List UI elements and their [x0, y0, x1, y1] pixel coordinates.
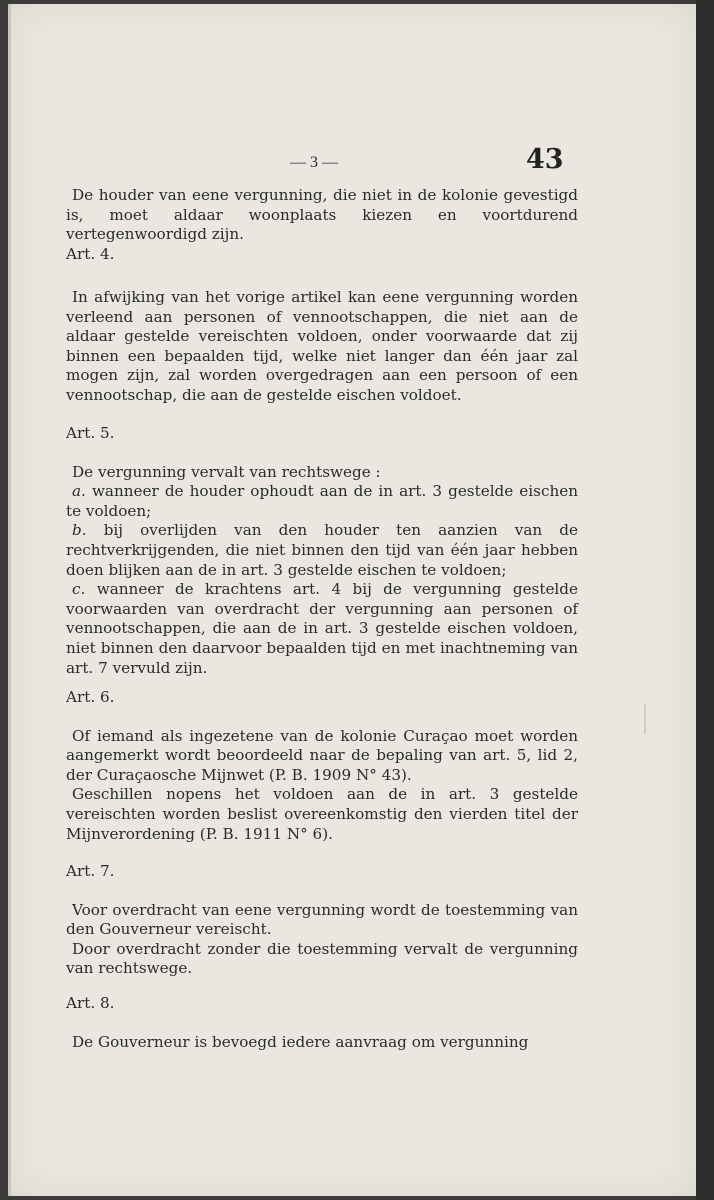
- art5-item-b-label: b.: [72, 521, 87, 540]
- art5-item-b-text: bij overlijden van den houder ten aanzien van de rechtverkrijgenden, die niet binnen den tijd van één jaar hebben doen blijken aan de in art. 3 gestelde eischen te voldoen;: [66, 521, 579, 579]
- scan-mark: [644, 704, 646, 734]
- art4-block: [66, 288, 578, 406]
- art4-paragraph: In afwijking van het vorige artikel kan eene vergunning worden verleend aan personen of vennootschappen, die niet aan de aldaar gestelde vereischten voldoen, onder voorwaarde dat zij binnen een bepaalden tijd, welke niet langer dan één jaar zal mogen zijn, zal worden overgedragen aan een persoon of een vennootschap, die aan de gestelde eischen voldoet.: [66, 288, 578, 404]
- art6-paragraph-1: Of iemand als ingezetene van de kolonie Curaçao moet worden aangemerkt wordt beoordeeld naar de bepaling van art. 5, lid 2, der Curaçaosche Mijnwet (P. B. 1909 N° 43).: [66, 726, 578, 784]
- scan-right-border: [696, 0, 714, 1200]
- art8-heading: Art. 8.: [66, 994, 115, 1012]
- art8-paragraph: De Gouverneur is bevoegd iedere aanvraag om vergunning: [72, 1032, 529, 1051]
- art5-item-c: [66, 580, 578, 678]
- art5-item-a-text: wanneer de houder ophoudt aan de in art. 3 gestelde eischen te voldoen;: [66, 482, 579, 520]
- art5-block: [66, 424, 578, 678]
- art4-heading: Art. 4.: [66, 244, 115, 263]
- page-edge: [8, 4, 11, 1196]
- art7-heading: Art. 7.: [66, 862, 115, 880]
- intro-paragraph: De houder van eene vergunning, die niet in de kolonie gevestigd is, moet aldaar woonplaats kiezen en voortdurend vertegenwoordigd zijn.: [66, 186, 578, 244]
- art8-block: [66, 994, 578, 1052]
- art6-block: [66, 688, 578, 844]
- art6-heading: Art. 6.: [66, 688, 115, 706]
- document-page: [8, 4, 696, 1196]
- art5-heading: Art. 5.: [66, 424, 115, 442]
- intro-block: [66, 186, 578, 264]
- page-marker: — 3 —: [290, 154, 338, 171]
- art5-intro: De vergunning vervalt van rechtswege :: [72, 462, 381, 481]
- art6-paragraph-2: Geschillen nopens het voldoen aan de in art. 3 gestelde vereischten worden beslist overeenkomstig den vierden titel der Mijnverordening (P. B. 1911 N° 6).: [66, 785, 578, 843]
- art7-block: [66, 862, 578, 979]
- art5-item-a-label: a.: [72, 482, 86, 501]
- art5-item-c-label: c.: [72, 580, 86, 599]
- art7-paragraph-2: Door overdracht zonder die toestemming vervalt de vergunning van rechtswege.: [66, 939, 578, 978]
- art5-item-c-text: wanneer de krachtens art. 4 bij de vergunning gestelde voorwaarden van overdracht der vergunning aan personen of vennootschappen, die aan de in art. 3 gestelde eischen voldoen, niet binnen den daarvoor bepaalden tijd en met inachtneming van art. 7 vervuld zijn.: [66, 580, 579, 677]
- page-number: 43: [526, 144, 564, 175]
- art5-item-b: [66, 521, 578, 580]
- art5-item-a: [66, 482, 578, 521]
- art7-paragraph-1: Voor overdracht van eene vergunning wordt de toestemming van den Gouverneur vereischt.: [66, 900, 578, 939]
